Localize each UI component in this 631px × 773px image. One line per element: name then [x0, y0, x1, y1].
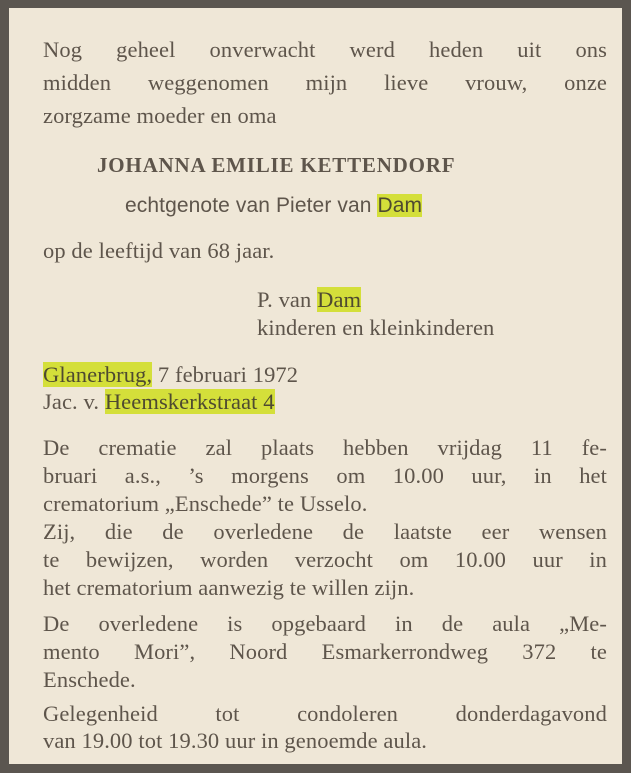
address-line — [43, 388, 275, 416]
tribute-line: het crematorium aanwezig te willen zijn. — [43, 575, 415, 600]
place-date-line — [43, 361, 298, 389]
place-highlight: Glanerbrug, — [43, 362, 153, 387]
laid-out-line: mento Mori”, Noord Esmarkerrondweg 372 te — [43, 639, 607, 664]
intro-line: midden weggenomen mijn lieve vrouw, onze — [43, 70, 607, 95]
signer-family: kinderen en kleinkinderen — [257, 315, 495, 340]
date: 7 februari 1972 — [157, 362, 299, 387]
spouse-surname-highlight: Dam — [377, 194, 423, 217]
condolence-line: van 19.00 tot 19.30 uur in genoemde aula. — [43, 728, 428, 753]
death-notice — [9, 8, 622, 764]
age-line: op de leeftijd van 68 jaar. — [43, 238, 275, 263]
intro-line: Nog geheel onverwacht werd heden uit ons — [43, 37, 607, 62]
cremation-line: De crematie zal plaats hebben vrijdag 11 fe- — [43, 435, 607, 460]
deceased-name: JOHANNA EMILIE KETTENDORF — [97, 153, 456, 177]
tribute-line: te bewijzen, worden verzocht om 10.00 uur in — [43, 547, 607, 572]
street-highlight: Heemskerkstraat 4 — [104, 389, 275, 414]
spouse-prefix: echtgenote van Pieter van — [125, 194, 372, 217]
cremation-line: bruari a.s., ’s morgens om 10.00 uur, in het — [43, 463, 607, 488]
tribute-line: Zij, die de overledene de laatste eer wensen — [43, 519, 607, 544]
signer-prefix: P. van — [257, 287, 312, 312]
condolence-line: Gelegenheid tot condoleren donderdagavond — [43, 701, 607, 726]
cremation-line: crematorium „Enschede” te Usselo. — [43, 491, 368, 516]
laid-out-line: De overledene is opgebaard in de aula „Me- — [43, 611, 607, 636]
intro-line: zorgzame moeder en oma — [43, 103, 277, 128]
signer-surname-highlight: Dam — [317, 287, 362, 312]
street-prefix: Jac. v. — [43, 389, 100, 414]
laid-out-line: Enschede. — [43, 667, 136, 692]
spouse-line — [125, 192, 422, 220]
signer-line — [257, 286, 361, 314]
